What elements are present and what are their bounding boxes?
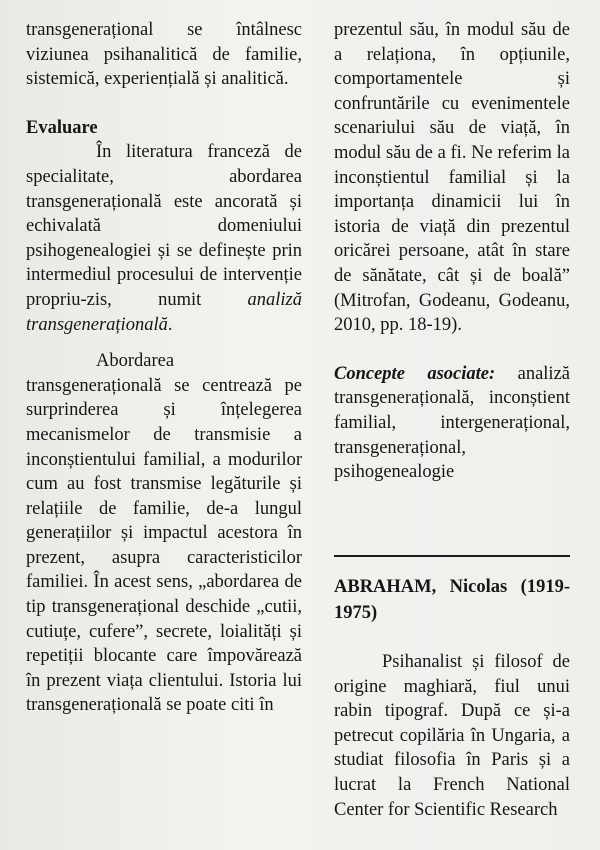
associated-concepts bbox=[334, 362, 570, 485]
spacer bbox=[26, 92, 302, 116]
paragraph-2: Abordarea transgenerațională se centrează pe surprinderea și înțelegerea mecanismelor de transmisie a inconștientului familial, a modurilor cum au fost transmise legăturile și relațiile de familie, de-a lungul generațiilor și impactul acestora în prezent, asupra caracteristicilor familiei. În acest sens, „abordarea de tip transgenerațional deschide „cutii, cutiuțe, cufere”, secrete, loialități și repetiții blocante care împovărează în prezent viața clientului. Istoria lui transgenerațională se poate citi în bbox=[26, 351, 302, 716]
entry-body bbox=[334, 650, 570, 822]
entry-title: ABRAHAM, Nicolas (1919-1975) bbox=[334, 577, 570, 623]
entry-divider bbox=[334, 555, 570, 557]
paragraph-1 bbox=[26, 140, 302, 337]
spacer bbox=[334, 338, 570, 362]
paragraph-1-text: În literatura franceză de specialitate, abordarea transgenerațională este ancorată și echivalată domeniului psihogenealogiei și se definește prin intermediul procesului de intervenție propriu-zis, numit bbox=[26, 142, 302, 310]
associated-concepts-label: Concepte asociate: bbox=[334, 363, 496, 384]
intro-paragraph: transgenerațional se întâlnesc viziunea psihanalitică de familie, sistemică, experiențială și analitică. bbox=[26, 20, 302, 90]
left-column bbox=[26, 18, 302, 718]
paragraph-1-end: . bbox=[167, 314, 173, 335]
spacer bbox=[26, 337, 302, 349]
right-column bbox=[334, 18, 570, 485]
entry-body-paragraph: Psihanalist și filosof de origine maghiară, fiul unui rabin tipograf. După ce și-a petrecut copilăria în Ungaria, a studiat filosofia în Paris și a lucrat la French National Center for Scientific Research bbox=[334, 652, 570, 820]
paragraph-1-term: analiză transgenerațională bbox=[26, 289, 302, 335]
continuation-paragraph: prezentul său, în modul său de a relaționa, în opțiunile, comportamentele și confruntările cu evenimentele scenariului său de viață, în modul său de a fi. Ne referim la inconștientul familial și la importanța dinamicii lui în istoria de viață din prezentul oricărei persoane, atât în stare de sănătate, cât și de boală” (Mitrofan, Godeanu, Godeanu, 2010, pp. 18-19). bbox=[334, 20, 570, 336]
associated-concepts-text: analiză transgenerațională, inconștient familial, intergenerațional, transgenerațional, psihogenealogie bbox=[334, 363, 570, 483]
section-heading: Evaluare bbox=[26, 117, 98, 138]
